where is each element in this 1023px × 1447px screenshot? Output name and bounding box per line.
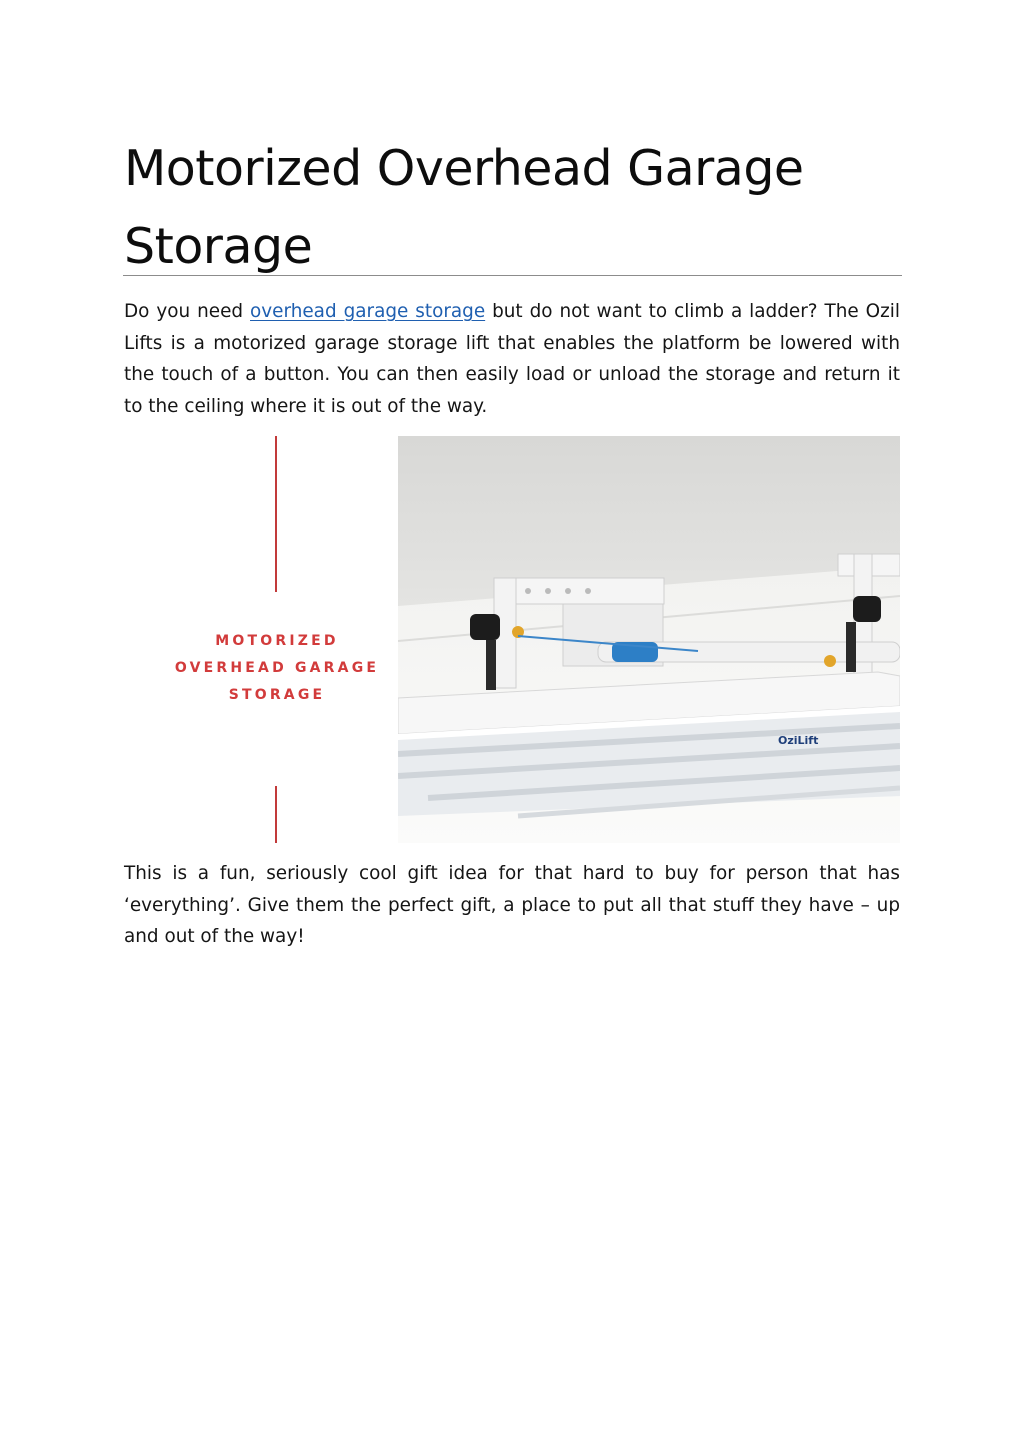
title-divider	[123, 275, 902, 276]
garage-lift-photo	[398, 436, 900, 843]
banner-divider-top	[275, 436, 277, 592]
garage-lift-illustration	[398, 436, 900, 843]
banner-caption-line-1: MOTORIZED	[215, 633, 339, 649]
intro-paragraph	[124, 296, 900, 422]
left-motor	[470, 614, 500, 640]
intro-text-before-link: Do you need	[124, 301, 251, 322]
platform-brand-label: OziLift	[778, 734, 819, 747]
page-title: Motorized Overhead Garage Storage	[124, 140, 804, 275]
banner-caption-line-2: OVERHEAD GARAGE	[174, 660, 380, 676]
product-banner	[122, 436, 900, 843]
banner-caption	[160, 628, 394, 709]
storage-platform	[398, 672, 900, 816]
banner-caption-line-3: STORAGE	[228, 687, 326, 703]
closing-paragraph: This is a fun, seriously cool gift idea for that hard to buy for person that has ‘everything’. Give them the perfect gift, a place to put all that stuff they have – up and out of the way!	[124, 863, 900, 947]
intro-text-after-link: but do not want to climb a ladder? The Ozil Lifts is a motorized garage storage lift that enables the platform be lowered with the touch of a button. You can then easily load or unload the storage and return it to the ceiling where it is out of the way.	[124, 301, 900, 417]
banner-divider-bottom	[275, 786, 277, 843]
overhead-garage-storage-link[interactable]: overhead garage storage	[250, 301, 486, 322]
right-motor	[853, 596, 881, 622]
